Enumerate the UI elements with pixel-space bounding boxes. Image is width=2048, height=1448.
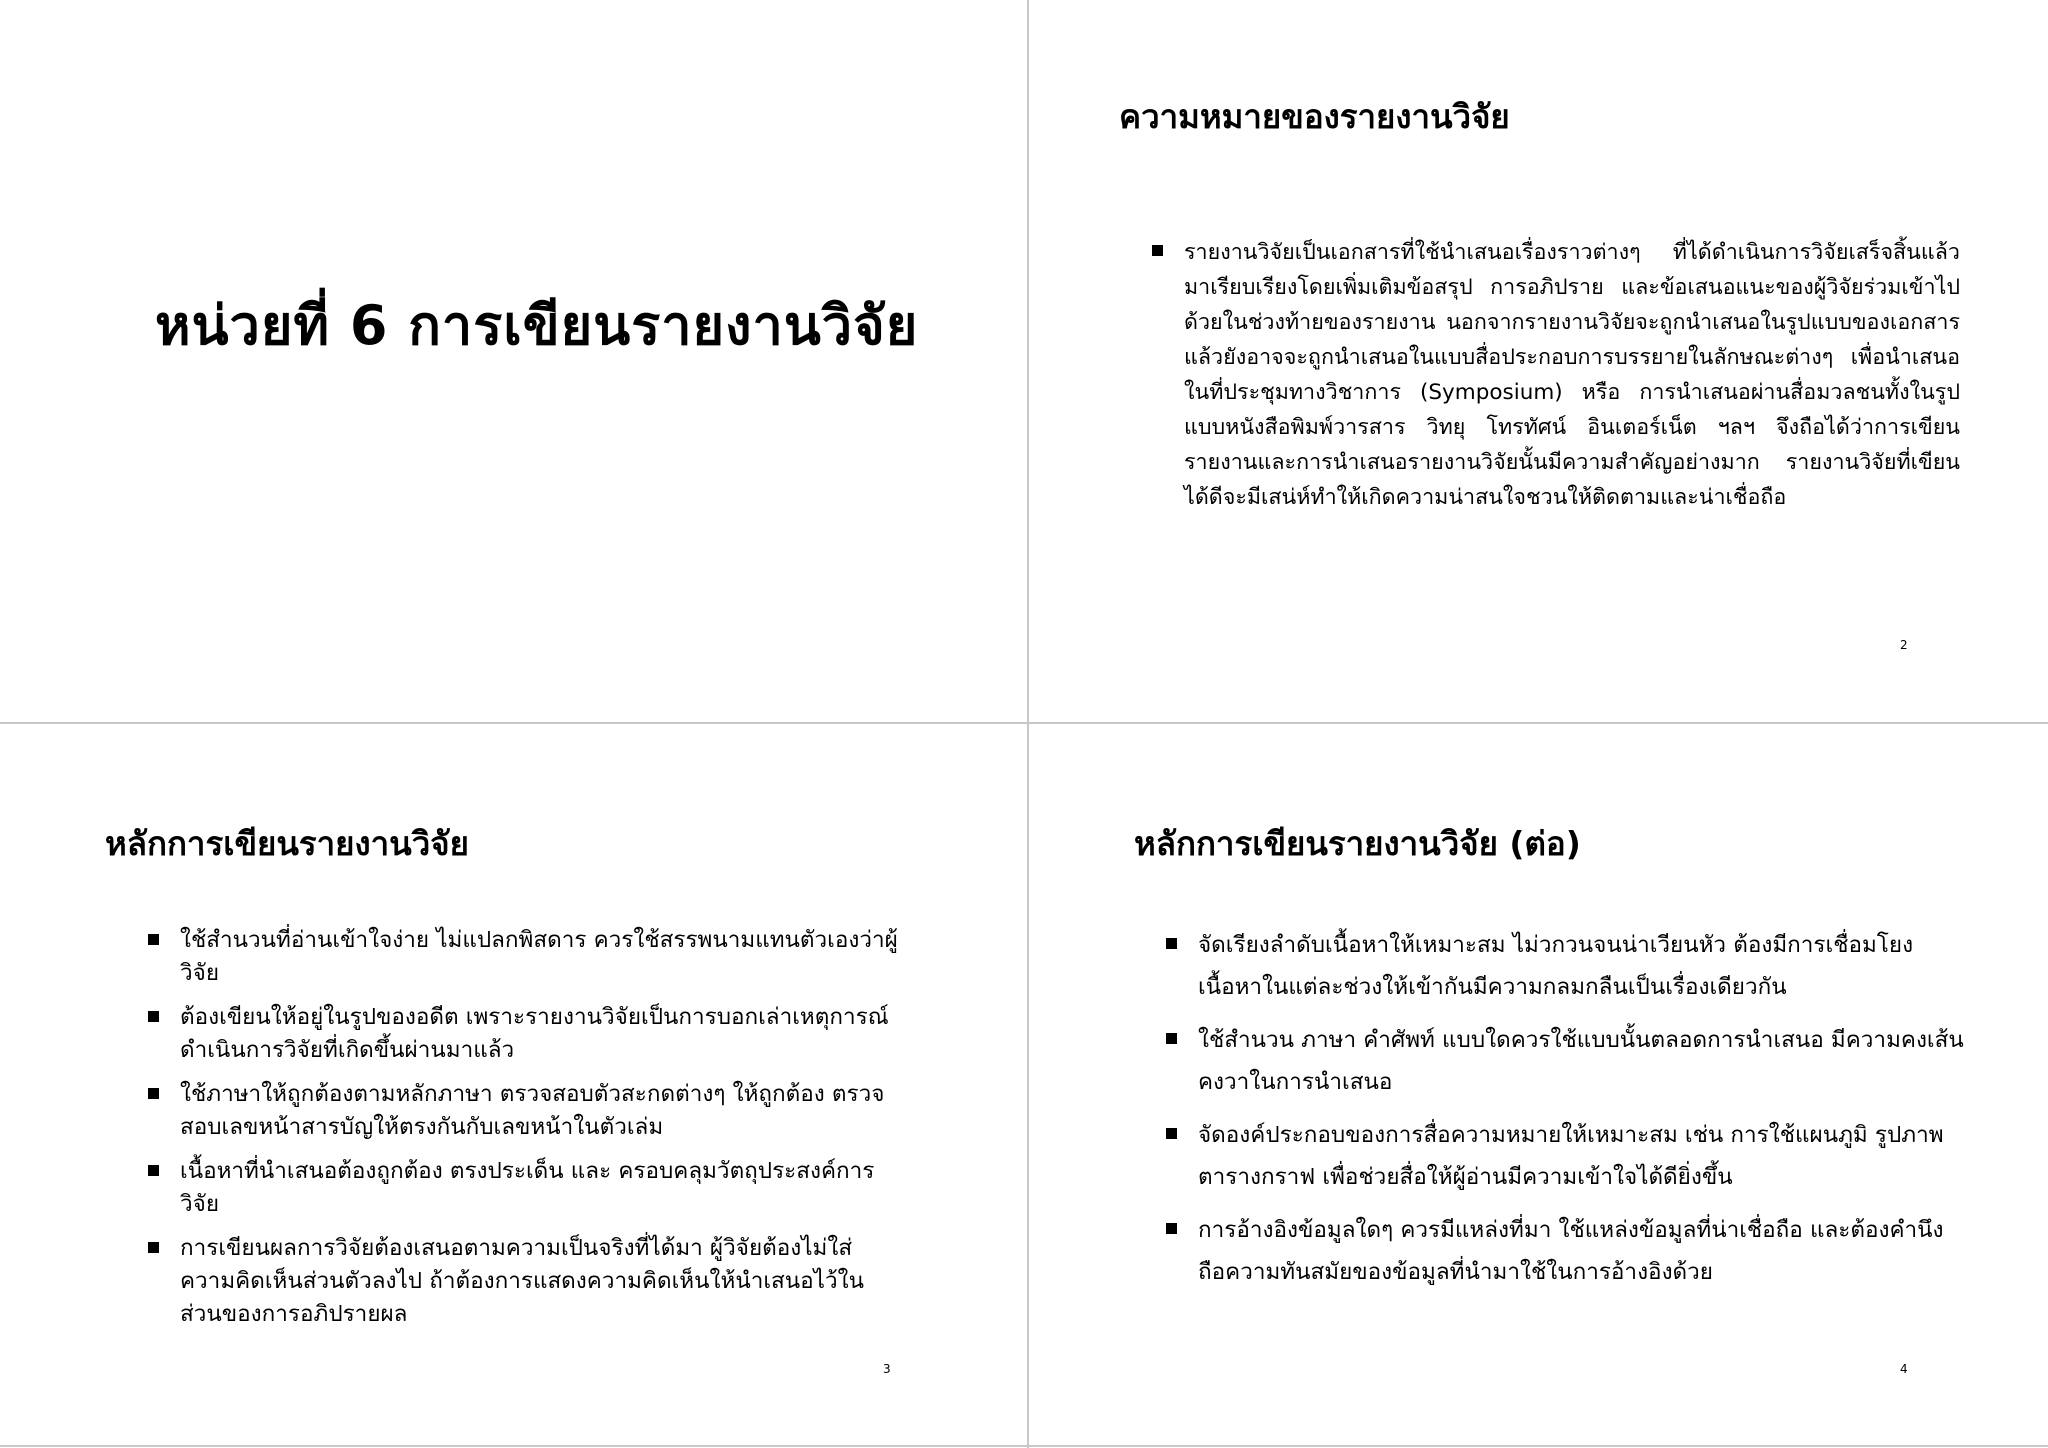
bullet-item: จัดองค์ประกอบของการสื่อความหมายให้เหมาะสม เช่น การใช้แผนภูมิ รูปภาพ ตารางกราฟ เพื่อช่วยสื่อให้ผู้อ่านมีความเข้าใจได้ดียิ่งขึ้น [1164,1114,1964,1198]
page-number: 3 [883,1362,891,1376]
bullet-item: การเขียนผลการวิจัยต้องเสนอตามความเป็นจริงที่ได้มา ผู้วิจัยต้องไม่ใส่ความคิดเห็นส่วนตัวลงไป ถ้าต้องการแสดงความคิดเห็นให้นำเสนอไว้ในส่วนของการอภิปรายผล [146,1232,901,1331]
bullet-list [1150,235,1960,515]
bullet-item: ใช้สำนวนที่อ่านเข้าใจง่าย ไม่แปลกพิสดาร ควรใช้สรรพนามแทนตัวเองว่าผู้วิจัย [146,924,901,990]
slide-title: ความหมายของรายงานวิจัย [1119,97,1510,136]
bullet-item: จัดเรียงลำดับเนื้อหาให้เหมาะสม ไม่วกวนจนน่าเวียนหัว ต้องมีการเชื่อมโยงเนื้อหาในแต่ละช่วงให้เข้ากันมีความกลมกลืนเป็นเรื่องเดียวกัน [1164,924,1964,1008]
bullet-item: ใช้ภาษาให้ถูกต้องตามหลักภาษา ตรวจสอบตัวสะกดต่างๆ ให้ถูกต้อง ตรวจสอบเลขหน้าสารบัญให้ตรงกันกับเลขหน้าในตัวเล่ม [146,1078,901,1144]
bullet-item: ใช้สำนวน ภาษา คำศัพท์ แบบใดควรใช้แบบนั้นตลอดการนำเสนอ มีความคงเส้นคงวาในการนำเสนอ [1164,1019,1964,1103]
slide-title: หลักการเขียนรายงานวิจัย (ต่อ) [1134,824,1581,863]
bullet-item: ต้องเขียนให้อยู่ในรูปของอดีต เพราะรายงานวิจัยเป็นการบอกเล่าเหตุการณ์ดำเนินการวิจัยที่เกิดขึ้นผ่านมาแล้ว [146,1001,901,1067]
slide-2 [1029,0,2048,722]
slide-title: หลักการเขียนรายงานวิจัย [105,824,469,863]
slide-4 [1029,724,2048,1446]
page-number: 4 [1900,1362,1908,1376]
slide-3 [0,724,1027,1446]
bullet-list [146,924,901,1342]
bullet-list [1164,924,1964,1304]
unit-title: หน่วยที่ 6 การเขียนรายงานวิจัย [155,294,919,357]
bullet-item: การอ้างอิงข้อมูลใดๆ ควรมีแหล่งที่มา ใช้แหล่งข้อมูลที่น่าเชื่อถือ และต้องคำนึงถือความทันสมัยของข้อมูลที่นำมาใช้ในการอ้างอิงด้วย [1164,1209,1964,1293]
bullet-item: รายงานวิจัยเป็นเอกสารที่ใช้นำเสนอเรื่องราวต่างๆ ที่ได้ดำเนินการวิจัยเสร็จสิ้นแล้วมาเรียบเรียงโดยเพิ่มเติมข้อสรุป การอภิปราย และข้อเสนอแนะของผู้วิจัยร่วมเข้าไปด้วยในช่วงท้ายของรายงาน นอกจากรายงานวิจัยจะถูกนำเสนอในรูปแบบของเอกสารแล้วยังอาจจะถูกนำเสนอในแบบสื่อประกอบการบรรยายในลักษณะต่างๆ เพื่อนำเสนอในที่ประชุมทางวิชาการ (Symposium) หรือ การนำเสนอผ่านสื่อมวลชนทั้งในรูปแบบหนังสือพิมพ์วารสาร วิทยุ โทรทัศน์ อินเตอร์เน็ต ฯลฯ จึงถือได้ว่าการเขียนรายงานและการนำเสนอรายงานวิจัยนั้นมีความสำคัญอย่างมาก รายงานวิจัยที่เขียนได้ดีจะมีเสน่ห์ทำให้เกิดความน่าสนใจชวนให้ติดตามและน่าเชื่อถือ [1150,235,1960,515]
bullet-item: เนื้อหาที่นำเสนอต้องถูกต้อง ตรงประเด็น และ ครอบคลุมวัตถุประสงค์การวิจัย [146,1155,901,1221]
page-number: 2 [1900,638,1908,652]
slide-1 [0,0,1027,722]
